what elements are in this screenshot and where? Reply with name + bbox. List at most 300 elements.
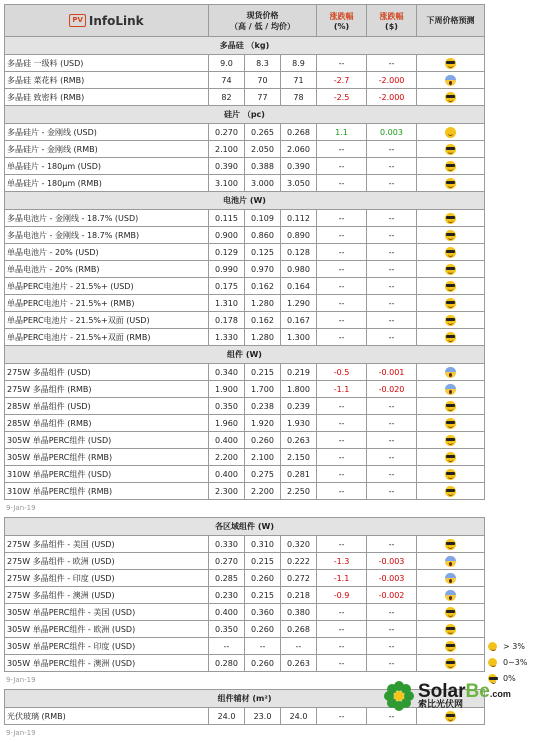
grin-face-icon (488, 642, 497, 651)
price-low: 0.260 (245, 621, 281, 638)
price-high: 0.115 (209, 210, 245, 227)
product-name: 多晶硅 致密料 (RMB) (5, 89, 209, 106)
product-name: 305W 单晶PERC组件 - 欧洲 (USD) (5, 621, 209, 638)
price-table-2 (4, 517, 485, 672)
table-row (5, 604, 485, 621)
price-high: 1.900 (209, 381, 245, 398)
product-name: 单晶PERC电池片 - 21.5%+双面 (USD) (5, 312, 209, 329)
change-abs: -- (367, 449, 417, 466)
price-high: 1.960 (209, 415, 245, 432)
sunglasses-face-icon (445, 315, 456, 326)
forecast-cell (417, 449, 485, 466)
change-pct: -- (317, 536, 367, 553)
price-avg: 0.320 (281, 536, 317, 553)
change-abs-header (367, 5, 417, 37)
forecast-cell (417, 466, 485, 483)
change-abs: -- (367, 244, 417, 261)
change-abs: -- (367, 621, 417, 638)
sunglasses-face-icon (445, 486, 456, 497)
price-low: 2.200 (245, 483, 281, 500)
price-high: 0.400 (209, 466, 245, 483)
change-pct-title: 涨跌幅 (329, 11, 354, 21)
price-low: 0.162 (245, 312, 281, 329)
section-header (5, 518, 485, 536)
forecast-cell (417, 604, 485, 621)
price-high: 74 (209, 72, 245, 89)
price-high: -- (209, 638, 245, 655)
change-abs: -- (367, 708, 417, 725)
forecast-cell (417, 638, 485, 655)
change-pct: -- (317, 621, 367, 638)
product-name: 光伏玻璃 (RMB) (5, 708, 209, 725)
forecast-cell (417, 381, 485, 398)
price-high: 0.900 (209, 227, 245, 244)
table-row (5, 227, 485, 244)
sunglasses-face-icon (445, 624, 456, 635)
change-pct: -- (317, 604, 367, 621)
forecast-cell (417, 570, 485, 587)
price-low: 0.215 (245, 587, 281, 604)
table-row (5, 381, 485, 398)
change-abs: -- (367, 536, 417, 553)
date-label: 9-Jan-19 (6, 504, 36, 512)
product-name: 275W 多晶组件 (RMB) (5, 381, 209, 398)
forecast-cell (417, 621, 485, 638)
sunglasses-face-icon (445, 469, 456, 480)
table-row (5, 466, 485, 483)
block1-body (5, 37, 485, 500)
table-row (5, 553, 485, 570)
forecast-cell (417, 483, 485, 500)
price-high: 0.390 (209, 158, 245, 175)
product-name: 275W 多晶组件 - 美国 (USD) (5, 536, 209, 553)
product-name: 多晶电池片 - 金刚线 - 18.7% (USD) (5, 210, 209, 227)
section-title: 各区域组件 (W) (5, 518, 485, 536)
spot-price-subtitle: （高 / 低 / 均价） (230, 21, 295, 31)
change-abs: -- (367, 210, 417, 227)
product-name: 单晶电池片 - 20% (RMB) (5, 261, 209, 278)
forecast-cell (417, 227, 485, 244)
table-row (5, 124, 485, 141)
price-high: 0.340 (209, 364, 245, 381)
sunglasses-face-icon (445, 161, 456, 172)
price-avg: 0.281 (281, 466, 317, 483)
product-name: 多晶硅片 - 金刚线 (USD) (5, 124, 209, 141)
table-row (5, 244, 485, 261)
change-abs: -0.002 (367, 587, 417, 604)
change-pct: -- (317, 312, 367, 329)
price-low: -- (245, 638, 281, 655)
price-low: 1.920 (245, 415, 281, 432)
table-row (5, 158, 485, 175)
forecast-header: 下周价格预测 (417, 5, 485, 37)
change-abs: -- (367, 604, 417, 621)
change-pct: -- (317, 449, 367, 466)
legend-label: 0% (503, 673, 516, 683)
change-pct: -0.9 (317, 587, 367, 604)
change-abs: -- (367, 466, 417, 483)
table-row (5, 587, 485, 604)
forecast-cell (417, 72, 485, 89)
price-low: 1.280 (245, 295, 281, 312)
change-abs: -2.000 (367, 89, 417, 106)
change-pct: -- (317, 158, 367, 175)
section-header (5, 192, 485, 210)
price-avg: -- (281, 638, 317, 655)
price-high: 0.270 (209, 553, 245, 570)
sunglasses-face-icon (445, 144, 456, 155)
price-high: 0.350 (209, 621, 245, 638)
forecast-cell (417, 210, 485, 227)
product-name: 单晶硅片 - 180μm (RMB) (5, 175, 209, 192)
price-high: 82 (209, 89, 245, 106)
forecast-cell (417, 329, 485, 346)
change-pct: -- (317, 432, 367, 449)
table-header (5, 5, 485, 37)
price-high: 0.400 (209, 604, 245, 621)
price-high: 0.129 (209, 244, 245, 261)
forecast-cell (417, 55, 485, 72)
scream-face-icon (445, 556, 456, 567)
infolink-logo (69, 14, 143, 28)
scream-face-icon (445, 573, 456, 584)
change-abs: -- (367, 329, 417, 346)
price-high: 1.330 (209, 329, 245, 346)
price-avg: 0.890 (281, 227, 317, 244)
change-abs: -- (367, 141, 417, 158)
forecast-cell (417, 415, 485, 432)
price-low: 0.162 (245, 278, 281, 295)
price-high: 0.285 (209, 570, 245, 587)
price-low: 0.125 (245, 244, 281, 261)
flower-logo-icon (384, 681, 414, 711)
change-abs-title: 涨跌幅 (379, 11, 404, 21)
price-high: 0.178 (209, 312, 245, 329)
change-pct: -- (317, 244, 367, 261)
price-low: 0.310 (245, 536, 281, 553)
sunglasses-face-icon (445, 264, 456, 275)
table-row (5, 72, 485, 89)
price-low: 0.215 (245, 553, 281, 570)
change-pct: -- (317, 638, 367, 655)
change-pct: -- (317, 261, 367, 278)
legend-row (488, 638, 542, 654)
product-name: 单晶硅片 - 180μm (USD) (5, 158, 209, 175)
price-low: 2.100 (245, 449, 281, 466)
forecast-cell (417, 398, 485, 415)
price-sheet (4, 4, 484, 742)
sunglasses-face-icon (445, 641, 456, 652)
change-abs: -- (367, 638, 417, 655)
sunglasses-face-icon (445, 452, 456, 463)
price-avg: 2.060 (281, 141, 317, 158)
change-abs: -- (367, 655, 417, 672)
price-low: 0.260 (245, 432, 281, 449)
table-row (5, 415, 485, 432)
date-label: 9-Jan-19 (6, 676, 36, 684)
product-name: 305W 单晶PERC组件 (RMB) (5, 449, 209, 466)
product-name: 275W 多晶组件 - 澳洲 (USD) (5, 587, 209, 604)
price-low: 0.238 (245, 398, 281, 415)
change-pct: 1.1 (317, 124, 367, 141)
change-pct: -1.3 (317, 553, 367, 570)
legend-label: > 3% (503, 641, 525, 651)
product-name: 275W 多晶组件 - 印度 (USD) (5, 570, 209, 587)
table-row (5, 261, 485, 278)
section-title: 组件辅材 (m²) (5, 690, 485, 708)
forecast-cell (417, 278, 485, 295)
change-abs: -2.000 (367, 72, 417, 89)
scream-face-icon (445, 384, 456, 395)
sunglasses-face-icon (445, 281, 456, 292)
change-abs-unit: ($) (385, 21, 398, 31)
product-name: 305W 单晶PERC组件 (USD) (5, 432, 209, 449)
forecast-cell (417, 432, 485, 449)
date-label: 9-Jan-19 (6, 729, 36, 737)
price-low: 8.3 (245, 55, 281, 72)
price-high: 2.200 (209, 449, 245, 466)
sunglasses-face-icon (445, 298, 456, 309)
change-pct: -- (317, 210, 367, 227)
watermark-brand-c: .com (489, 689, 511, 699)
section-title: 多晶硅 （kg) (5, 37, 485, 55)
price-avg: 0.128 (281, 244, 317, 261)
scream-face-icon (445, 590, 456, 601)
price-avg: 0.218 (281, 587, 317, 604)
watermark-text (418, 682, 511, 710)
product-name: 305W 单晶PERC组件 - 印度 (USD) (5, 638, 209, 655)
watermark-subtitle: 索比光伏网 (418, 700, 464, 710)
price-low: 0.265 (245, 124, 281, 141)
logo-text: InfoLink (88, 13, 144, 28)
product-name: 285W 单晶组件 (RMB) (5, 415, 209, 432)
change-abs: -0.003 (367, 553, 417, 570)
forecast-cell (417, 364, 485, 381)
change-pct: -- (317, 329, 367, 346)
sunglasses-face-icon (445, 332, 456, 343)
price-low: 2.050 (245, 141, 281, 158)
scream-face-icon (445, 367, 456, 378)
change-abs: -- (367, 432, 417, 449)
section-header (5, 346, 485, 364)
spot-price-title: 现货价格 (246, 10, 279, 20)
change-pct: -- (317, 466, 367, 483)
change-pct: -1.1 (317, 381, 367, 398)
price-low: 0.275 (245, 466, 281, 483)
product-name: 单晶PERC电池片 - 21.5%+双面 (RMB) (5, 329, 209, 346)
change-pct-unit: (%) (333, 21, 350, 31)
table-row (5, 89, 485, 106)
price-avg: 0.112 (281, 210, 317, 227)
smile-face-icon (488, 658, 497, 667)
section-title: 组件 (W) (5, 346, 485, 364)
change-pct: -1.1 (317, 570, 367, 587)
legend-row (488, 654, 542, 670)
change-pct: -- (317, 415, 367, 432)
price-high: 0.400 (209, 432, 245, 449)
table-row (5, 536, 485, 553)
price-high: 0.990 (209, 261, 245, 278)
product-name: 单晶电池片 - 20% (USD) (5, 244, 209, 261)
smile-face-icon (445, 127, 456, 138)
change-pct: -- (317, 655, 367, 672)
change-abs: -- (367, 398, 417, 415)
sunglasses-face-icon (445, 213, 456, 224)
watermark-brand-a: Solar (418, 681, 466, 702)
forecast-cell (417, 175, 485, 192)
price-avg: 0.239 (281, 398, 317, 415)
forecast-cell (417, 655, 485, 672)
price-avg: 0.268 (281, 124, 317, 141)
forecast-cell (417, 295, 485, 312)
price-avg: 1.300 (281, 329, 317, 346)
change-abs: -- (367, 278, 417, 295)
change-pct: -- (317, 227, 367, 244)
forecast-cell (417, 158, 485, 175)
sunglasses-face-icon (445, 658, 456, 669)
section-title: 电池片 (W) (5, 192, 485, 210)
product-name: 多晶硅片 - 金刚线 (RMB) (5, 141, 209, 158)
price-low: 0.970 (245, 261, 281, 278)
price-avg: 0.263 (281, 432, 317, 449)
forecast-cell (417, 141, 485, 158)
product-name: 310W 单晶PERC组件 (RMB) (5, 483, 209, 500)
product-name: 305W 单晶PERC组件 - 澳洲 (USD) (5, 655, 209, 672)
table-row (5, 432, 485, 449)
price-low: 0.260 (245, 570, 281, 587)
table-row (5, 312, 485, 329)
price-avg: 8.9 (281, 55, 317, 72)
price-low: 3.000 (245, 175, 281, 192)
price-low: 77 (245, 89, 281, 106)
change-abs: -0.020 (367, 381, 417, 398)
change-abs: -- (367, 483, 417, 500)
block2-body (5, 518, 485, 672)
table-row (5, 175, 485, 192)
price-avg: 0.222 (281, 553, 317, 570)
change-abs: -- (367, 415, 417, 432)
product-name: 285W 单晶组件 (USD) (5, 398, 209, 415)
table-row (5, 141, 485, 158)
table-row (5, 278, 485, 295)
table-row (5, 449, 485, 466)
section-header (5, 106, 485, 124)
legend-label: 0~3% (503, 657, 528, 667)
sunglasses-face-icon (445, 607, 456, 618)
price-high: 0.175 (209, 278, 245, 295)
table-row (5, 210, 485, 227)
product-name: 310W 单晶PERC组件 (USD) (5, 466, 209, 483)
price-avg: 0.980 (281, 261, 317, 278)
table-row (5, 329, 485, 346)
price-low: 70 (245, 72, 281, 89)
table-row (5, 638, 485, 655)
price-avg: 2.150 (281, 449, 317, 466)
sunglasses-face-icon (445, 418, 456, 429)
table-row (5, 364, 485, 381)
sunglasses-face-icon (445, 58, 456, 69)
price-avg: 0.167 (281, 312, 317, 329)
price-high: 0.230 (209, 587, 245, 604)
scream-face-icon (445, 75, 456, 86)
product-name: 305W 单晶PERC组件 - 美国 (USD) (5, 604, 209, 621)
table-row (5, 621, 485, 638)
watermark-brand-b: Be (465, 681, 490, 702)
price-high: 0.350 (209, 398, 245, 415)
sunglasses-face-icon (445, 435, 456, 446)
price-avg: 78 (281, 89, 317, 106)
forecast-cell (417, 553, 485, 570)
price-avg: 0.219 (281, 364, 317, 381)
forecast-cell (417, 536, 485, 553)
table-row (5, 570, 485, 587)
price-high: 0.270 (209, 124, 245, 141)
price-low: 1.280 (245, 329, 281, 346)
product-name: 多晶硅 一级料 (USD) (5, 55, 209, 72)
change-pct: -- (317, 483, 367, 500)
change-abs: -- (367, 261, 417, 278)
price-table-1 (4, 4, 485, 500)
price-high: 1.310 (209, 295, 245, 312)
change-abs: -- (367, 227, 417, 244)
change-pct: -- (317, 295, 367, 312)
change-pct: -- (317, 55, 367, 72)
price-avg: 71 (281, 72, 317, 89)
table-row (5, 655, 485, 672)
price-avg: 24.0 (281, 708, 317, 725)
change-pct: -- (317, 398, 367, 415)
price-avg: 2.250 (281, 483, 317, 500)
price-avg: 0.268 (281, 621, 317, 638)
table-row (5, 55, 485, 72)
sunglasses-face-icon (445, 401, 456, 412)
forecast-cell (417, 312, 485, 329)
sunglasses-face-icon (445, 178, 456, 189)
price-low: 0.109 (245, 210, 281, 227)
forecast-cell (417, 124, 485, 141)
price-avg: 1.930 (281, 415, 317, 432)
change-pct: -2.5 (317, 89, 367, 106)
change-abs: -- (367, 55, 417, 72)
price-avg: 3.050 (281, 175, 317, 192)
change-abs: -- (367, 175, 417, 192)
sunglasses-face-icon (445, 247, 456, 258)
product-name: 275W 多晶组件 - 欧洲 (USD) (5, 553, 209, 570)
product-name: 单晶PERC电池片 - 21.5%+ (USD) (5, 278, 209, 295)
change-pct: -- (317, 141, 367, 158)
price-high: 2.300 (209, 483, 245, 500)
price-avg: 0.272 (281, 570, 317, 587)
change-pct: -- (317, 278, 367, 295)
price-high: 0.330 (209, 536, 245, 553)
price-high: 0.280 (209, 655, 245, 672)
price-avg: 1.290 (281, 295, 317, 312)
price-avg: 0.390 (281, 158, 317, 175)
sunglasses-face-icon (445, 92, 456, 103)
change-pct-header (317, 5, 367, 37)
product-name: 275W 多晶组件 (USD) (5, 364, 209, 381)
forecast-cell (417, 244, 485, 261)
price-low: 0.860 (245, 227, 281, 244)
forecast-cell (417, 587, 485, 604)
price-low: 0.360 (245, 604, 281, 621)
pv-badge: PV (69, 14, 86, 27)
change-abs: -- (367, 295, 417, 312)
forecast-cell (417, 261, 485, 278)
price-low: 0.260 (245, 655, 281, 672)
spot-price-header (209, 5, 317, 37)
change-abs: -0.001 (367, 364, 417, 381)
